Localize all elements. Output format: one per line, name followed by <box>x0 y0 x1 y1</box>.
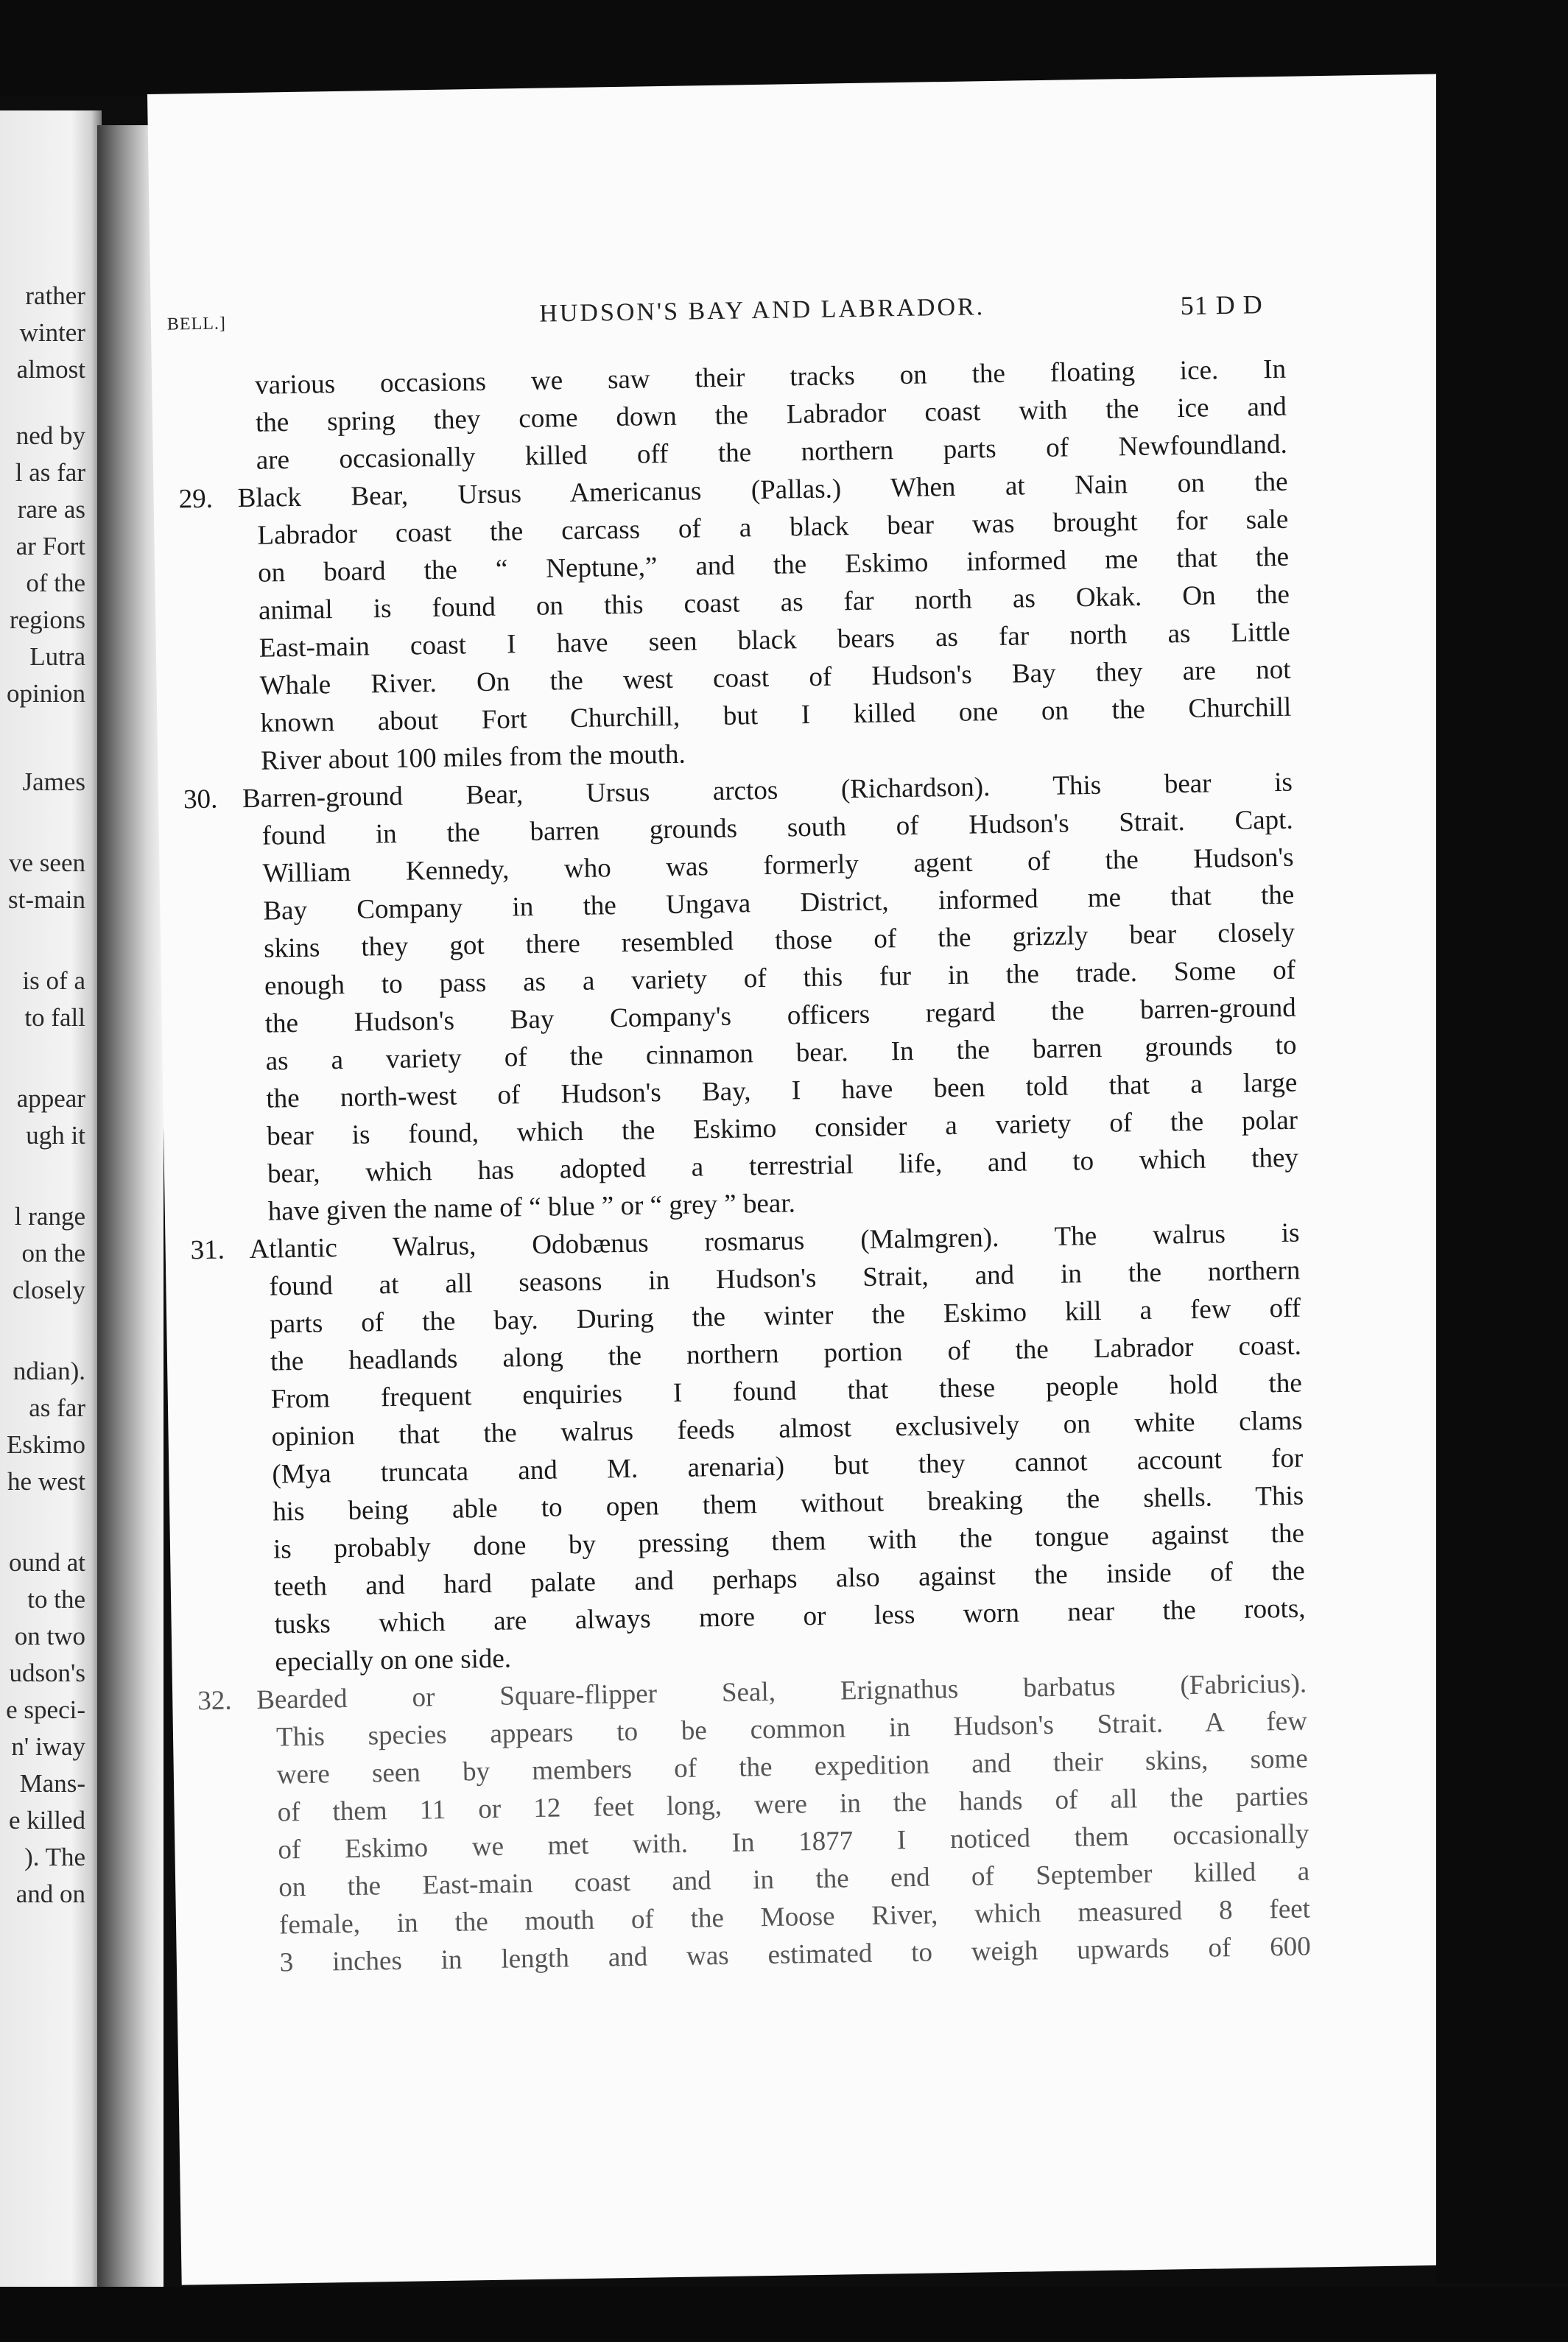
left-page-fragment: on the <box>21 1239 85 1267</box>
left-page-fragment: ugh it <box>26 1121 85 1150</box>
running-head: HUDSON'S BAY AND LABRADOR. <box>538 293 985 328</box>
text-line: 3 inches in length and was estimated to weigh upwards of 600 <box>279 1931 1312 1978</box>
text-line: (Mya truncata and M. arenaria) but they cannot account for <box>272 1443 1304 1490</box>
text-line: bear, which has adopted a terrestrial life, and to which they <box>267 1142 1299 1189</box>
text-line: Barren-ground Bear, Ursus arctos (Richardson). This bear is <box>242 767 1293 815</box>
text-line: on board the “ Neptune,” and the Eskimo informed me that the <box>257 541 1290 588</box>
text-line: opinion that the walrus feeds almost exclusively on white clams <box>271 1405 1303 1452</box>
left-page-fragment: is of a <box>22 966 85 995</box>
left-page-fragment: ndian). <box>13 1357 85 1385</box>
left-page-fragment: rare as <box>17 495 85 524</box>
left-page-fragment: udson's <box>9 1659 85 1687</box>
left-page-fragment: l as far <box>15 458 85 487</box>
left-page-fragment: he west <box>7 1467 85 1496</box>
text-line: Black Bear, Ursus Americanus (Pallas.) When at Nain on the <box>237 466 1288 514</box>
body-text <box>178 351 1312 1983</box>
text-line: teeth and hard palate and perhaps also against the inside of the <box>273 1555 1306 1603</box>
entry-number: 31. <box>190 1234 225 1266</box>
text-line: his being able to open them without breaking the shells. This <box>272 1480 1304 1527</box>
left-page-fragment: st-main <box>8 885 85 914</box>
text-line: Bearded or Square-flipper Seal, Erignathus barbatus (Fabricius). <box>256 1668 1307 1715</box>
left-page-fragment: ar Fort <box>15 532 85 560</box>
text-line: have given the name of “ blue ” or “ grey ” bear. <box>267 1188 796 1227</box>
text-line: William Kennedy, who was formerly agent of the Hudson's <box>262 842 1294 889</box>
text-line: are occasionally killed off the northern parts of Newfoundland. <box>256 429 1287 476</box>
left-page-fragment: appear <box>16 1084 85 1113</box>
text-line: epecially on one side. <box>275 1643 512 1678</box>
text-line: tusks which are always more or less worn near the roots, <box>274 1593 1306 1640</box>
text-line: is probably done by pressing them with the tongue against the <box>273 1518 1305 1565</box>
text-line: This species appears to be common in Hudson's Strait. A few <box>275 1706 1308 1753</box>
left-page-fragment: to the <box>27 1585 85 1614</box>
left-page-fragment: James <box>22 767 85 796</box>
text-line: Labrador coast the carcass of a black bear was brought for sale <box>257 504 1289 551</box>
text-line: parts of the bay. During the winter the Eskimo kill a few off <box>269 1293 1301 1340</box>
left-page-fragment: l range <box>14 1202 85 1231</box>
left-page-fragment: regions <box>9 605 85 634</box>
entry-number: 32. <box>197 1685 232 1717</box>
text-line: as a variety of the cinnamon bear. In the barren grounds to <box>265 1030 1297 1077</box>
left-page-fragment: ). The <box>24 1843 85 1871</box>
left-page-fragment: Lutra <box>29 642 85 671</box>
left-page-fragment: ound at <box>8 1548 85 1577</box>
author-mark: BELL.] <box>166 314 227 334</box>
text-line: of them 11 or 12 feet long, were in the hands of all the parties <box>277 1781 1309 1828</box>
text-line: Bay Company in the Ungava District, informed me that the <box>263 879 1295 926</box>
text-line: known about Fort Churchill, but I killed one on the Churchill <box>260 692 1292 739</box>
left-page-fragment: Mans- <box>19 1769 85 1798</box>
text-line: the spring they come down the Labrador coast with the ice and <box>255 391 1287 438</box>
text-line: Atlantic Walrus, Odobænus rosmarus (Malmgren). The walrus is <box>249 1217 1300 1265</box>
text-line: enough to pass as a variety of this fur in the trade. Some of <box>264 954 1296 1002</box>
text-line: of Eskimo we met with. In 1877 I noticed them occasionally <box>278 1818 1309 1865</box>
left-page-fragment: as far <box>29 1393 85 1422</box>
text-line: various occasions we saw their tracks on the floating ice. In <box>254 354 1287 401</box>
text-line: found in the barren grounds south of Hudson's Strait. Capt. <box>261 804 1293 851</box>
left-page-fragment: ned by <box>15 421 85 450</box>
text-line: the north-west of Hudson's Bay, I have been told that a large <box>266 1067 1298 1114</box>
left-page-fragment: closely <box>12 1276 85 1304</box>
left-page-fragment: e killed <box>9 1806 85 1835</box>
text-line: bear is found, which the Eskimo consider a variety of the polar <box>266 1105 1298 1152</box>
entry-number: 30. <box>183 784 218 815</box>
text-line: East-main coast I have seen black bears as far north as Little <box>259 616 1290 664</box>
text-line: the headlands along the northern portion of the Labrador coast. <box>270 1330 1302 1377</box>
text-line: female, in the mouth of the Moose River, which measured 8 feet <box>278 1893 1311 1941</box>
left-facing-page <box>0 110 102 2290</box>
scan-right-margin <box>1436 74 1568 2283</box>
text-line: skins they got there resembled those of the grizzly bear closely <box>263 917 1295 964</box>
text-line: on the East-main coast and in the end of September killed a <box>278 1856 1310 1903</box>
left-page-fragment: Eskimo <box>7 1430 85 1459</box>
left-page-fragment: and on <box>15 1879 85 1908</box>
text-line: animal is found on this coast as far north as Okak. On the <box>258 579 1290 626</box>
entry-number: 29. <box>178 483 214 515</box>
left-page-fragment: opinion <box>7 679 85 708</box>
text-line: Whale River. On the west coast of Hudson's Bay they are not <box>259 654 1291 701</box>
book-page <box>147 74 1472 2285</box>
text-line: River about 100 miles from the mouth. <box>260 739 686 776</box>
scan-bottom-margin <box>0 2287 1568 2342</box>
left-page-fragment: winter <box>19 318 85 347</box>
left-page-fragment: n' iway <box>11 1732 85 1761</box>
left-page-fragment: ve seen <box>9 848 85 877</box>
text-line: the Hudson's Bay Company's officers regard the barren-ground <box>264 992 1296 1039</box>
left-page-fragment: to fall <box>24 1003 85 1032</box>
text-line: found at all seasons in Hudson's Strait, and in the northern <box>269 1255 1301 1302</box>
left-page-fragment: e speci- <box>6 1695 85 1724</box>
left-page-fragment: almost <box>16 355 85 384</box>
left-page-fragment: on two <box>14 1622 85 1650</box>
left-page-fragment: of the <box>26 569 85 597</box>
left-page-fragment: rather <box>25 281 85 310</box>
text-line: From frequent enquiries I found that these people hold the <box>270 1368 1303 1415</box>
page-number: 51 D D <box>1180 289 1263 321</box>
text-line: were seen by members of the expedition and their skins, some <box>276 1743 1309 1790</box>
